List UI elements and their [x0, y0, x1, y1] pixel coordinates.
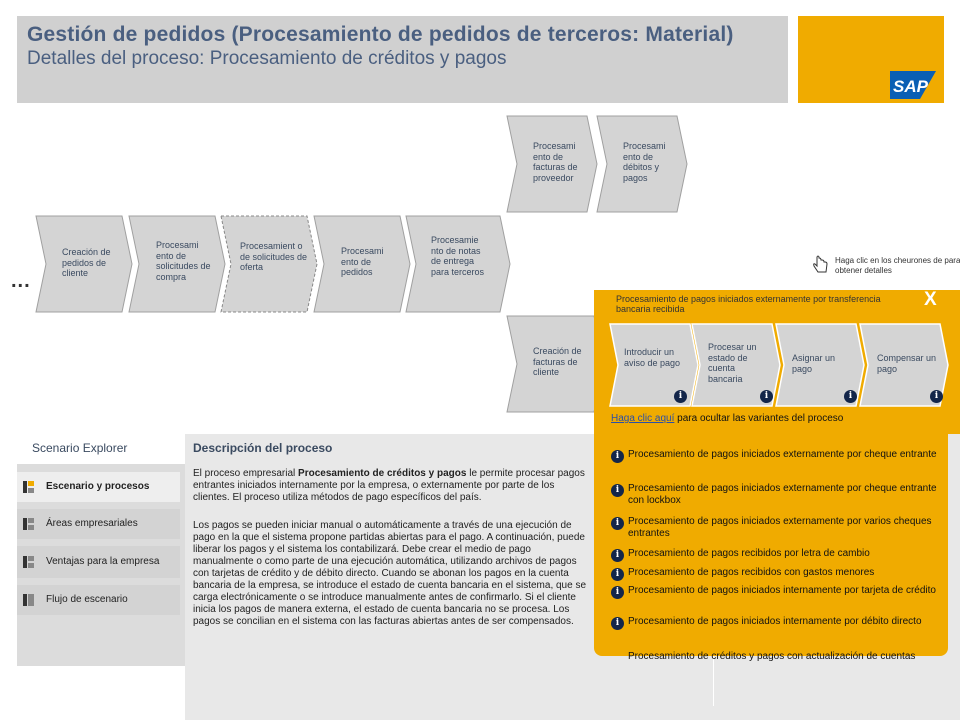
chevron-customer-orders[interactable]: [36, 216, 132, 312]
explorer-item-label: Ventajas para la empresa: [46, 556, 160, 567]
explorer-title: Scenario Explorer: [32, 441, 128, 455]
info-icon[interactable]: i: [611, 549, 624, 562]
variant-label: Procesamiento de pagos iniciados internamente por débito directo: [628, 616, 922, 627]
explorer-item-business-areas[interactable]: [17, 509, 180, 539]
explorer-item-scenario[interactable]: [17, 472, 180, 502]
variant-item[interactable]: [611, 548, 947, 560]
hide-variants-line: [611, 413, 843, 424]
explorer-item-label: Escenario y procesos: [46, 481, 150, 492]
description-text: El proceso empresarial: [193, 468, 299, 479]
divider: [713, 656, 714, 706]
chevron-label: Procesami ento de facturas de proveedor: [533, 141, 578, 183]
variant-item[interactable]: [611, 516, 947, 540]
explorer-item-label: Áreas empresariales: [46, 518, 138, 529]
step-label: Introducir un aviso de pago: [624, 347, 681, 368]
chevron-label: Procesami ento de débitos y pagos: [623, 141, 666, 183]
info-icon[interactable]: i: [611, 617, 624, 630]
info-icon[interactable]: i: [611, 450, 624, 463]
step-bank-statement[interactable]: [692, 324, 780, 406]
chevron-label: Creación de facturas de cliente: [533, 346, 582, 377]
hint-text: Haga clic en los cheurones de para obtener detalles: [835, 256, 960, 275]
chevron-purchase-requisitions[interactable]: [129, 216, 225, 312]
chevron-vendor-invoices[interactable]: [507, 116, 597, 212]
description-paragraph-1: [193, 468, 593, 504]
panel-title: Procesamiento de pagos iniciados externamente por transferencia bancaria recibida: [616, 294, 881, 314]
variant-item[interactable]: [611, 616, 947, 628]
info-icon[interactable]: i: [611, 586, 624, 599]
description-text: le permite procesar pagos entrantes iniciados internamente por la empresa, o externamente por parte de los clientes. El proceso utiliza métodos de pago específicos del país.: [193, 468, 585, 503]
svg-text:SAP: SAP: [893, 77, 928, 96]
flow-icon: [22, 592, 38, 608]
variant-label: Procesamiento de pagos iniciados externamente por cheque entrante: [628, 449, 937, 460]
scenario-icon: [22, 479, 38, 495]
chevron-quotation-requests[interactable]: [221, 216, 317, 312]
variant-label: Procesamiento de pagos iniciados internamente por tarjeta de crédito: [628, 585, 936, 596]
step-label: Asignar un pago: [792, 353, 836, 374]
variant-label: Procesamiento de créditos y pagos con actualización de cuentas: [628, 651, 916, 662]
step-label: Procesar un estado de cuenta bancaria: [708, 342, 757, 384]
chevron-label: Creación de pedidos de cliente: [62, 247, 111, 278]
info-icon[interactable]: i: [611, 568, 624, 581]
pointer-hand-icon: [812, 255, 830, 275]
explorer-item-benefits[interactable]: [17, 546, 180, 578]
page-subtitle: Detalles del proceso: Procesamiento de créditos y pagos: [27, 48, 507, 69]
explorer-item-flow[interactable]: [17, 585, 180, 615]
description-paragraph-2: Los pagos se pueden iniciar manual o automáticamente a través de una ejecución de pago en la que el sistema propone partidas abiertas para el pago. A continuación, puede liberar los pagos y el sistema los contabilizará. Debe crear el medio de pago manualmente o como parte de una ejecución automática, utilizando archivos de pagos con tarjetas de crédito y de débito directo. Cuando se abonan los pagos en la cuenta bancaria de la empresa, se introduce el estado de cuenta bancaria en el sistema, que se carga electrónicamente o se introduce manualmente antes de confirmarlo. Si el cliente inicia los pagos de manera externa, el estado de cuenta bancaria no se procesa. Los pagos se concilian en el sistema con las facturas abiertas antes de ser compensados.: [193, 520, 587, 627]
info-icon[interactable]: i: [930, 390, 943, 403]
ellipsis: ...: [11, 270, 31, 292]
variant-label: Procesamiento de pagos recibidos por letra de cambio: [628, 548, 870, 559]
explorer-item-label: Flujo de escenario: [46, 594, 128, 605]
description-title: Descripción del proceso: [193, 441, 333, 455]
header-bar: [17, 16, 788, 103]
variant-item[interactable]: [611, 449, 947, 461]
variant-item[interactable]: [611, 585, 947, 597]
description-bold: Procesamiento de créditos y pagos: [298, 468, 467, 479]
business-areas-icon: [22, 516, 38, 532]
chevron-delivery-notes[interactable]: [406, 216, 510, 312]
variant-label: Procesamiento de pagos iniciados externamente por cheque entrante con lockbox: [628, 483, 937, 506]
variant-item[interactable]: [611, 567, 947, 579]
brand-panel: [798, 16, 944, 103]
step-label: Compensar un pago: [877, 353, 937, 374]
chevron-order-processing[interactable]: [314, 216, 410, 312]
chevron-label: Procesami ento de solicitudes de compra: [156, 240, 211, 282]
info-icon[interactable]: i: [760, 390, 773, 403]
chevron-debits-payments[interactable]: [597, 116, 687, 212]
variant-label: Procesamiento de pagos recibidos con gastos menores: [628, 567, 875, 578]
sap-logo: [890, 71, 936, 99]
step-clear-payment[interactable]: [860, 324, 948, 406]
info-icon[interactable]: i: [844, 390, 857, 403]
chevron-customer-invoices[interactable]: [507, 316, 604, 412]
hide-variants-text: para ocultar las variantes del proceso: [674, 413, 844, 424]
close-icon[interactable]: X: [924, 289, 937, 310]
variant-label: Procesamiento de pagos iniciados externamente por varios cheques entrantes: [628, 516, 932, 539]
info-icon[interactable]: i: [674, 390, 687, 403]
variant-item[interactable]: [611, 651, 947, 663]
chevron-label: Procesami ento de pedidos: [341, 246, 384, 277]
info-icon[interactable]: i: [611, 484, 624, 497]
chevron-label: Procesamie nto de notas de entrega para terceros: [431, 235, 485, 277]
benefits-icon: [22, 554, 38, 570]
page-title: Gestión de pedidos (Procesamiento de pedidos de terceros: Material): [27, 23, 734, 46]
hide-variants-link[interactable]: Haga clic aquí: [611, 413, 675, 424]
step-assign-payment[interactable]: [776, 324, 864, 406]
info-icon[interactable]: i: [611, 517, 624, 530]
chevron-label: Procesamient o de solicitudes de oferta: [240, 241, 308, 272]
variant-item[interactable]: [611, 483, 947, 507]
step-payment-advice[interactable]: [610, 324, 698, 406]
